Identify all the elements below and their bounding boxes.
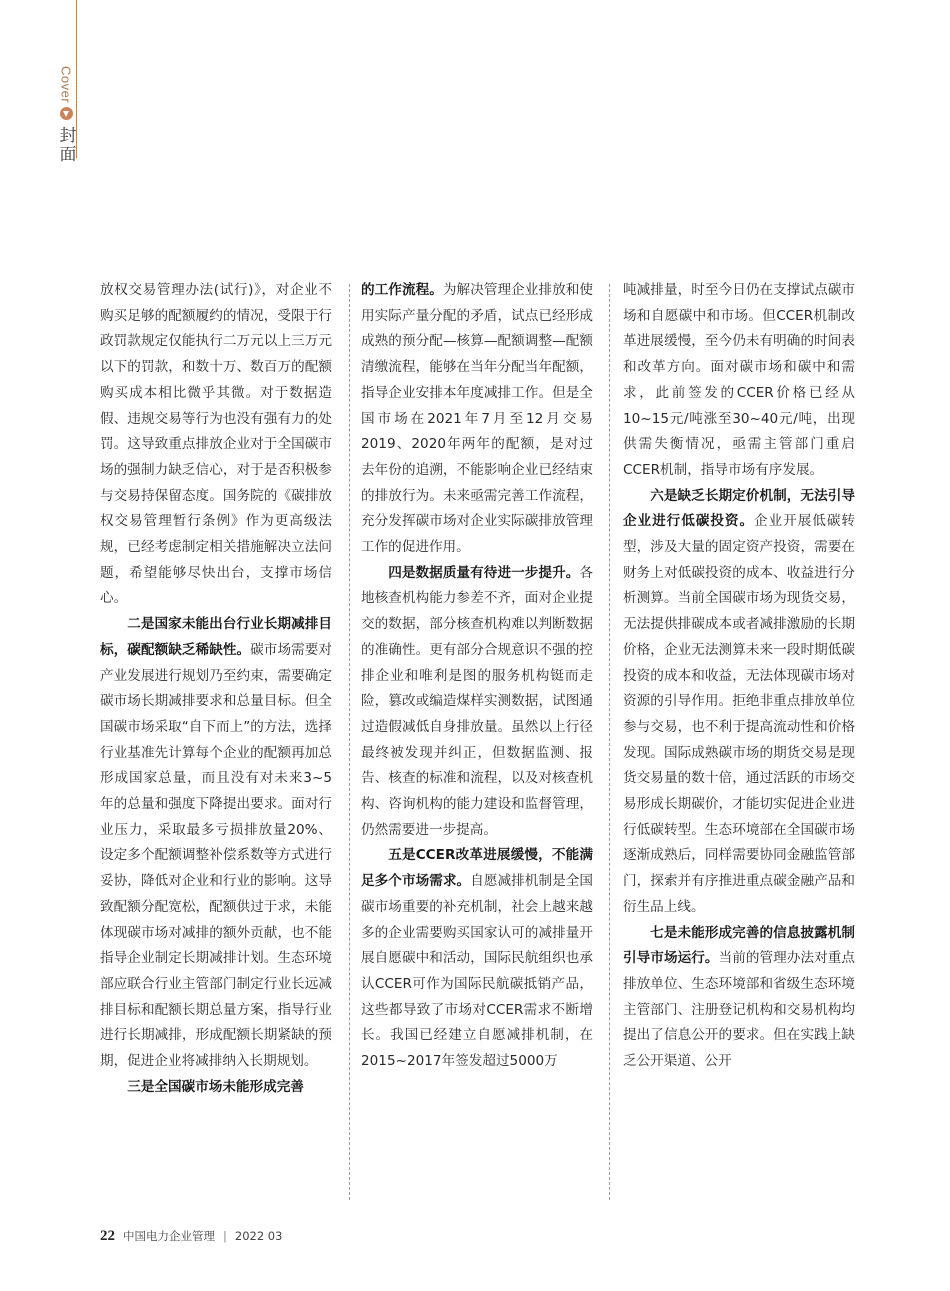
page-footer <box>100 1228 282 1245</box>
point-heading: 的工作流程。 <box>361 282 443 298</box>
paragraph <box>623 921 855 1075</box>
point-heading: 五是CCER改革进展缓慢，不能满足多个市场需求。 <box>361 847 593 890</box>
paragraph-body: 企业开展低碳转型，涉及大量的固定资产投资，需要在财务上对低碳投资的成本、收益进行分析测算。当前全国碳市场为现货交易，无法提供排碳成本或者减排激励的长期价格，企业无法测算未来一段时期低碳投资的成本和收益，无法体现碳市场对资源的引导作用。拒绝非重点排放单位参与交易，也不利于提高流动性和价格发现。国际成熟碳市场的期货交易是现货交易量的数十倍，通过活跃的市场交易形成长期碳价，才能切实促进企业进行低碳转型。生态环境部在全国碳市场逐渐成熟后，同样需要协同金融监管部门，探索并有序推进重点碳金融产品和衍生品上线。 <box>623 513 856 915</box>
paragraph-body: 当前的管理办法对重点排放单位、生态环境部和省级生态环境主管部门、注册登记机构和交易机构均提出了信息公开的要求。但在实践上缺乏公开渠道、公开 <box>623 950 856 1070</box>
paragraph-body: 自愿减排机制是全国碳市场重要的补充机制，社会上越来越多的企业需要购买国家认可的减排量开展自愿碳中和活动，国际民航组织也承认CCER可作为国际民航碳抵销产品，这些都导致了市场对CCER需求不断增长。我国已经建立自愿减排机制，在2015~2017年签发超过5000万 <box>361 873 593 1070</box>
point-heading: 四是数据质量有待进一步提升。 <box>388 564 580 581</box>
footer-separator: | <box>223 1229 227 1243</box>
paragraph: 吨减排量，时至今日仍在支撑试点碳市场和自愿碳中和市场。但CCER机制改革进展缓慢，至今仍未有明确的时间表和改革方向。面对碳市场和碳中和需求，此前签发的CCER价格已经从10~15元/吨涨至30~40元/吨，出现供需失衡情况，亟需主管部门重启CCER机制，指导市场有序发展。 <box>623 282 855 478</box>
journal-name: 中国电力企业管理 <box>123 1229 215 1243</box>
paragraph: 放权交易管理办法(试行)》，对企业不购买足够的配额履约的情况，受限于行政罚款规定仅能执行二万元以上三万元以下的罚款，和数十万、数百万的配额购买成本相比微乎其微。对于数据造假、违规交易等行为也没有强有力的处罚。这导致重点排放企业对于全国碳市场的强制力缺乏信心，对于是否积极参与交易持保留态度。国务院的《碳排放权交易管理暂行条例》作为更高级法规，已经考虑制定相关措施解决立法问题，希望能够尽快出台，支撑市场信心。 <box>100 282 332 607</box>
point-heading: 六是缺乏长期定价机制，无法引导企业进行低碳投资。 <box>623 487 855 530</box>
section-label-en: Cover <box>58 66 74 104</box>
paragraph <box>361 843 593 1074</box>
column-2 <box>361 278 593 1075</box>
paragraph <box>100 1075 332 1101</box>
point-heading: 二是国家未能出台行业长期减排目标，碳配额缺乏稀缺性。 <box>100 616 332 658</box>
paragraph-body: 各地核查机构能力参差不齐，面对企业提交的数据，部分核查机构难以判断数据的准确性。更有部分合规意识不强的控排企业和唯利是图的服务机构铤而走险，篡改或编造煤样实测数据，试图通过造假减低自身排放量。虽然以上行径最终被发现并纠正，但数据监测、报告、核查的标准和流程，以及对核查机构、咨询机构的能力建设和监督管理，仍然需要进一步提高。 <box>361 564 593 838</box>
arrow-circle-icon <box>60 107 73 120</box>
column-1 <box>100 278 332 1101</box>
paragraph <box>361 278 593 561</box>
paragraph <box>361 561 593 844</box>
point-heading: 三是全国碳市场未能形成完善 <box>127 1078 304 1095</box>
column-divider <box>349 284 350 1200</box>
paragraph-body: 碳市场需要对产业发展进行规划乃至约束，需要确定碳市场长期减排要求和总量目标。但全国碳市场采取“自下而上”的方法，选择行业基准先计算每个企业的配额再加总形成国家总量，而且没有对未来3~5年的总量和强度下降提出要求。面对行业压力，采取最多亏损排放量20%、设定多个配额调整补偿系数等方式进行妥协，降低对企业和行业的影响。这导致配额分配宽松，配额供过于求，未能体现碳市场对减排的额外贡献，也不能指导企业制定长期减排计划。生态环境部应联合行业主管部门制定行业长远减排目标和配额长期总量方案，指导行业进行长期减排，形成配额长期紧缺的预期，促进企业将减排纳入长期规划。 <box>100 641 333 1070</box>
issue-number: 2022 03 <box>234 1229 283 1243</box>
column-3 <box>623 278 855 1075</box>
column-divider <box>609 284 610 1200</box>
paragraph-body: 为解决管理企业排放和使用实际产量分配的矛盾，试点已经形成成熟的预分配—核算—配额调整—配额清缴流程，能够在当年分配当年配额，指导企业安排本年度减排工作。但是全国市场在2021年7月至12月交易2019、2020年两年的配额，是对过去年份的追溯，不能影响企业已经结束的排放行为。未来亟需完善工作流程，充分发挥碳市场对企业实际碳排放管理工作的促进作用。 <box>361 282 594 556</box>
page-number: 22 <box>100 1228 115 1244</box>
section-tab <box>56 66 76 164</box>
section-label-cn: 封面 <box>55 126 76 165</box>
point-heading: 七是未能形成完善的信息披露机制引导市场运行。 <box>623 924 855 967</box>
paragraph <box>623 484 855 921</box>
paragraph <box>100 612 332 1075</box>
